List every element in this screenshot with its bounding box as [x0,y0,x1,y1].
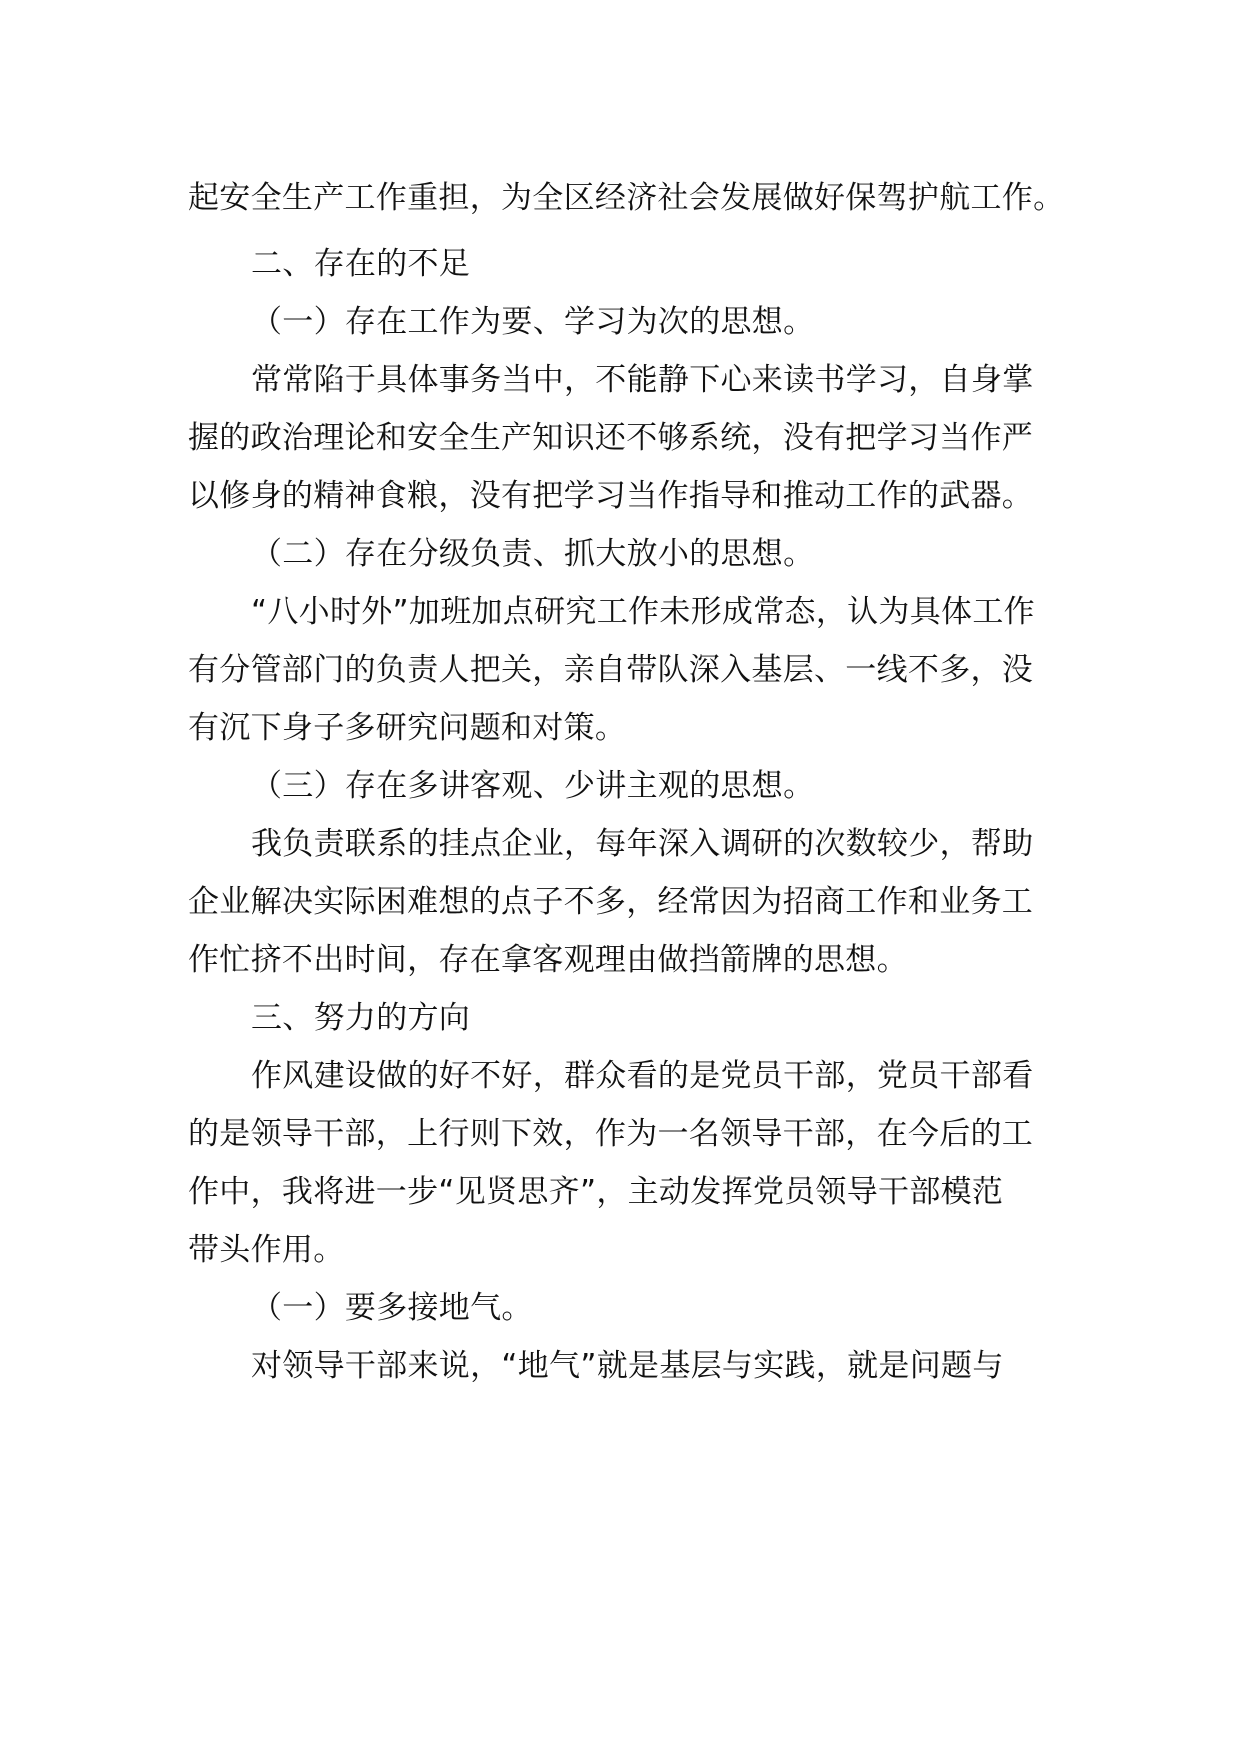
subsection-heading: （一）要多接地气。 [251,1290,533,1326]
section-heading: 三、努力的方向 [251,1000,471,1036]
text-line: 有沉下身子多研究问题和对策。 [188,710,627,746]
text-line: 带头作用。 [188,1232,345,1268]
text-line: 作忙挤不出时间，存在拿客观理由做挡箭牌的思想。 [188,942,908,978]
text-line: 我负责联系的挂点企业，每年深入调研的次数较少，帮助 [251,826,1034,862]
subsection-heading: （二）存在分级负责、抓大放小的思想。 [251,536,815,572]
text-line: 起安全生产工作重担，为全区经济社会发展做好保驾护航工作。 [188,180,1065,216]
text-line: 对领导干部来说，“地气”就是基层与实践，就是问题与 [251,1348,1004,1384]
subsection-heading: （一）存在工作为要、学习为次的思想。 [251,304,815,340]
text-line: 的是领导干部，上行则下效，作为一名领导干部，在今后的工 [188,1116,1034,1152]
text-line: 常常陷于具体事务当中，不能静下心来读书学习，自身掌 [251,362,1034,398]
text-line: 以修身的精神食粮，没有把学习当作指导和推动工作的武器。 [188,478,1034,514]
text-line: 有分管部门的负责人把关，亲自带队深入基层、一线不多，没 [188,652,1034,688]
text-line: 作风建设做的好不好，群众看的是党员干部，党员干部看 [251,1058,1034,1094]
text-line: 企业解决实际困难想的点子不多，经常因为招商工作和业务工 [188,884,1034,920]
subsection-heading: （三）存在多讲客观、少讲主观的思想。 [251,768,815,804]
text-line: 作中，我将进一步“见贤思齐”，主动发挥党员领导干部模范 [188,1174,1004,1210]
text-line: 握的政治理论和安全生产知识还不够系统，没有把学习当作严 [188,420,1034,456]
text-line: “八小时外”加班加点研究工作未形成常态，认为具体工作 [251,594,1035,630]
section-heading: 二、存在的不足 [251,246,471,282]
